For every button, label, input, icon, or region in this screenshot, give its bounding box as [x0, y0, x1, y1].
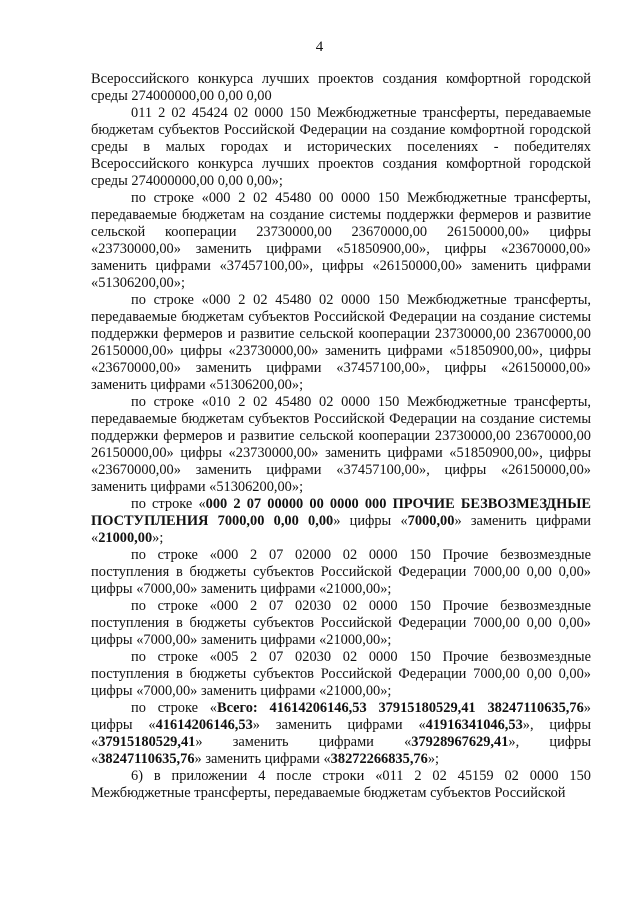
bold-text-run: 000 2 07 00000 00 0000 000 ПРОЧИЕ БЕЗВОЗМЕЗДНЫЕ ПОСТУПЛЕНИЯ 7000,00 0,00 0,00: [91, 496, 591, 529]
text-run: по строке «005 2 07 02030 02 0000 150 Прочие безвозмездные поступления в бюджеты субъектов Российской Федерации 7000,00 0,00 0,00» цифры «7000,00» заменить цифрами «21000,00»;: [91, 649, 591, 699]
text-run: Всероссийского конкурса лучших проектов создания комфортной городской среды 274000000,00 0,00 0,00: [91, 71, 591, 104]
text-run: по строке «: [131, 700, 217, 716]
text-run: » заменить цифрами «: [194, 751, 331, 767]
text-run: » цифры «: [333, 513, 408, 529]
paragraph: [91, 292, 591, 394]
paragraph: [91, 71, 591, 105]
text-run: », цифры «: [91, 717, 592, 750]
paragraph: [91, 496, 591, 547]
text-run: 011 2 02 45424 02 0000 150 Межбюджетные трансферты, передаваемые бюджетам субъектов Российской Федерации на создание комфортной городской среды в малых городах и исторических поселениях - победителях Всероссийского конкурса лучших проектов создания комфортной городской среды 274000000,00 0,00 0,00»;: [91, 105, 591, 189]
text-run: » заменить цифрами «: [195, 734, 412, 750]
bold-text-run: 37915180529,41: [98, 734, 196, 750]
paragraph: [91, 190, 591, 292]
bold-text-run: 38272266835,76: [330, 751, 428, 767]
text-run: по строке «: [131, 496, 206, 512]
text-run: », цифры «: [91, 734, 592, 767]
bold-text-run: 41916341046,53: [425, 717, 523, 733]
paragraph: [91, 649, 591, 700]
text-run: по строке «000 2 07 02000 02 0000 150 Прочие безвозмездные поступления в бюджеты субъектов Российской Федерации 7000,00 0,00 0,00» цифры «7000,00» заменить цифрами «21000,00»;: [91, 547, 591, 597]
bold-text-run: 7000,00: [407, 513, 455, 529]
paragraph: [91, 700, 591, 768]
text-run: »;: [152, 530, 164, 546]
paragraph: [91, 598, 591, 649]
bold-text-run: Всего: 41614206146,53 37915180529,41 38247110635,76: [217, 700, 584, 716]
text-run: » заменить цифрами «: [252, 717, 426, 733]
document-body: [91, 71, 591, 802]
text-run: по строке «000 2 02 45480 00 0000 150 Межбюджетные трансферты, передаваемые бюджетам на создание системы поддержки фермеров и развитие сельской кооперации 23730000,00 23670000,00 26150000,00» цифры «23730000,00» заменить цифрами «51850900,00», цифры «23670000,00» заменить цифрами «37457100,00», цифры «26150000,00» заменить цифрами «51306200,00»;: [91, 190, 591, 291]
text-run: »;: [427, 751, 440, 767]
page-number: 4: [315, 39, 324, 55]
text-run: » заменить цифрами «: [91, 513, 592, 546]
paragraph: [91, 547, 591, 598]
text-run: по строке «000 2 02 45480 02 0000 150 Межбюджетные трансферты, передаваемые бюджетам субъектов Российской Федерации на создание системы поддержки фермеров и развитие сельской кооперации 23730000,00 23670000,00 26150000,00» цифры «23730000,00» заменить цифрами «51850900,00», цифры «23670000,00» заменить цифрами «37457100,00», цифры «26150000,00» заменить цифрами «51306200,00»;: [91, 292, 591, 393]
text-run: по строке «000 2 07 02030 02 0000 150 Прочие безвозмездные поступления в бюджеты субъектов Российской Федерации 7000,00 0,00 0,00» цифры «7000,00» заменить цифрами «21000,00»;: [91, 598, 591, 648]
bold-text-run: 37928967629,41: [411, 734, 509, 750]
bold-text-run: 41614206146,53: [155, 717, 253, 733]
paragraph: [91, 105, 591, 190]
bold-text-run: 21000,00: [98, 530, 153, 546]
text-run: 6) в приложении 4 после строки «011 2 02 45159 02 0000 150 Межбюджетные трансферты, передаваемые бюджетам субъектов Российской: [91, 768, 591, 801]
text-run: по строке «010 2 02 45480 02 0000 150 Межбюджетные трансферты, передаваемые бюджетам субъектов Российской Федерации на создание системы поддержки фермеров и развитие сельской кооперации 23730000,00 23670000,00 26150000,00» цифры «23730000,00» заменить цифрами «51850900,00», цифры «23670000,00» заменить цифрами «37457100,00», цифры «26150000,00» заменить цифрами «51306200,00»;: [91, 394, 591, 495]
bold-text-run: 38247110635,76: [98, 751, 195, 767]
text-run: » цифры «: [91, 700, 591, 733]
paragraph: [91, 394, 591, 496]
paragraph: [91, 768, 591, 802]
